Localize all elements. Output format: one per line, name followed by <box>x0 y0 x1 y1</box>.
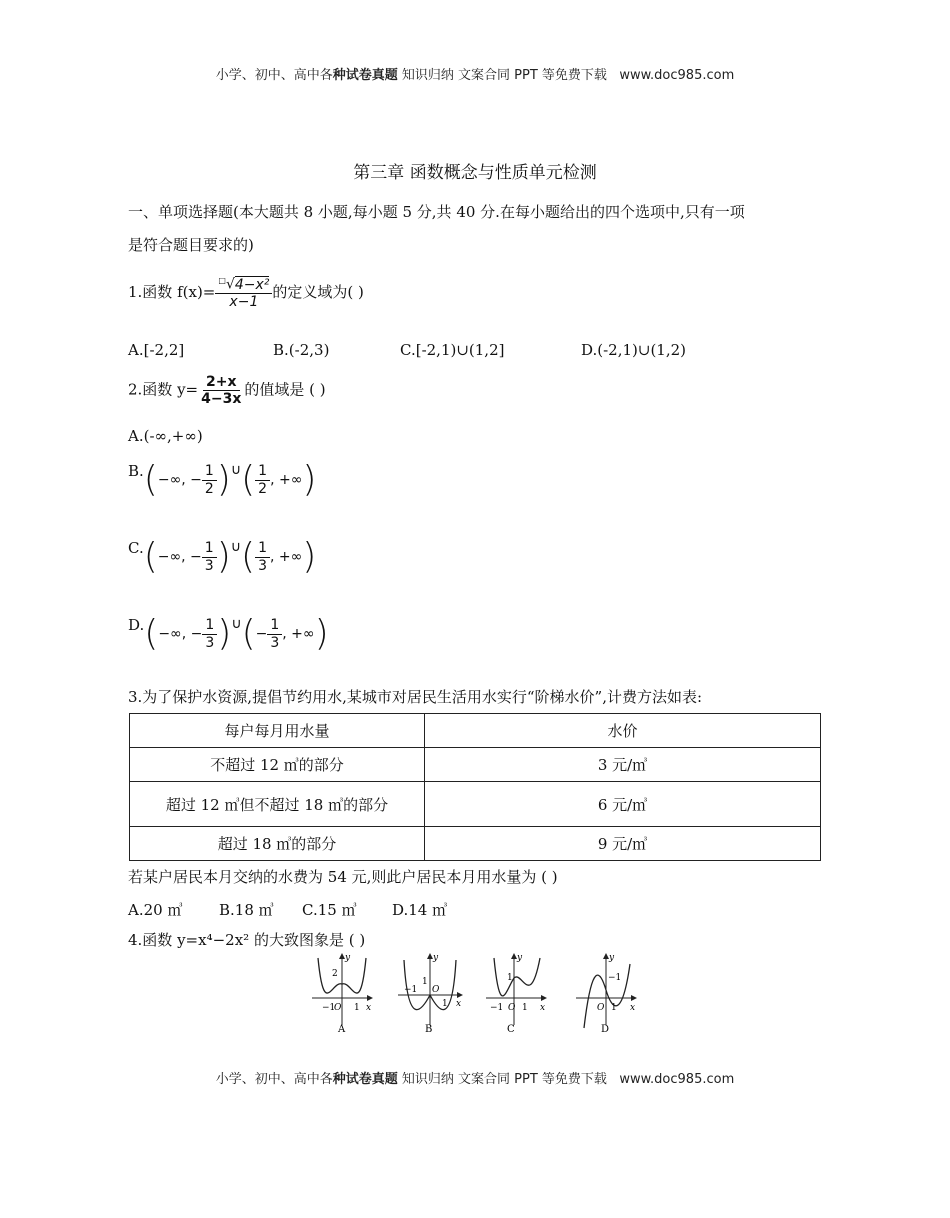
graph-b-x-label: x <box>456 999 462 1009</box>
graph-a-label: A <box>338 1024 346 1035</box>
table-cell: 超过 12 ㎥但不超过 18 ㎥的部分 <box>130 782 425 827</box>
section-instruction-line1: 一、单项选择题(本大题共 8 小题,每小题 5 分,共 40 分.在每小题给出的四个选项中,只有一项 <box>128 203 745 221</box>
question-2 <box>128 374 326 407</box>
graph-a-tick: 2 <box>332 969 338 979</box>
graph-d-origin: O <box>597 1003 605 1013</box>
question-1 <box>128 276 364 310</box>
table-row <box>130 782 821 827</box>
graph-c-tick: 1 <box>522 1003 528 1013</box>
table-cell: 3 元/㎥ <box>425 748 821 782</box>
q1-numerator: □√4−x² <box>215 276 272 294</box>
q3-option-a: A.20 ㎥ <box>128 901 183 919</box>
graph-c-label: C <box>507 1024 515 1035</box>
document-title: 第三章 函数概念与性质单元检测 <box>353 163 597 183</box>
q1-option-b: B.(-2,3) <box>273 341 330 359</box>
water-price-table <box>129 713 821 861</box>
graph-c-x-label: x <box>540 1003 546 1013</box>
graph-a <box>312 953 372 1035</box>
footer-prefix: 小学、初中、高中各 <box>215 1072 333 1087</box>
graph-b-tick: 1 <box>442 999 448 1009</box>
q1-denominator: x−1 <box>229 293 259 310</box>
graph-b-tick: −1 <box>404 985 418 995</box>
q2-option-c: C.(−∞, − $\frac{1}{3}$ )∪( $\frac{1}{3}$ , +∞) <box>128 536 317 577</box>
graph-d-y-label: y <box>609 953 615 963</box>
graph-c-tick: −1 <box>490 1003 504 1013</box>
table-cell: 9 元/㎥ <box>425 827 821 861</box>
q1-option-d: D.(-2,1)∪(1,2) <box>581 341 687 359</box>
header-url: www.doc985.com <box>619 68 735 83</box>
q2-fraction <box>198 374 244 407</box>
table-row <box>130 827 821 861</box>
page-footer <box>0 1068 950 1087</box>
graph-b <box>398 953 462 1035</box>
footer-suffix: 文案合同 PPT 等免费下载 <box>458 1072 607 1087</box>
graph-b-origin: O <box>432 985 440 995</box>
q1-prefix: 1.函数 f(x)= <box>128 282 216 301</box>
q3-option-c: C.15 ㎥ <box>302 901 357 919</box>
graph-c <box>486 953 546 1035</box>
q1-option-a: A.[-2,2] <box>128 341 185 359</box>
footer-bold: 种试卷真题 <box>332 1072 398 1087</box>
graph-a-tick: −1 <box>322 1003 336 1013</box>
q3-option-b: B.18 ㎥ <box>219 901 274 919</box>
graph-d-x-label: x <box>630 1003 636 1013</box>
table-cell: 超过 18 ㎥的部分 <box>130 827 425 861</box>
q2-numerator: 2+x <box>203 374 240 391</box>
curve-c <box>494 958 540 996</box>
graph-d-label: D <box>601 1024 610 1035</box>
graph-a-origin: O <box>334 1003 342 1013</box>
graph-b-label: B <box>425 1024 433 1035</box>
graph-b-y-label: y <box>433 953 439 963</box>
q2-option-a: A.(-∞,+∞) <box>128 427 203 445</box>
q1-fraction <box>215 276 272 310</box>
q3-option-d: D.14 ㎥ <box>392 901 448 919</box>
graph-b-tick: 1 <box>422 977 428 987</box>
graph-a-tick: 1 <box>354 1003 360 1013</box>
graph-a-y-label: y <box>345 953 351 963</box>
graph-c-tick: 1 <box>507 973 513 983</box>
q1-suffix: 的定义域为( ) <box>272 282 364 301</box>
q2-denominator: 4−3x <box>201 391 242 408</box>
graph-d <box>576 953 636 1035</box>
q2-prefix: 2.函数 y= <box>128 380 199 399</box>
q4-graphs <box>300 950 650 1040</box>
graph-d-tick: −1 <box>608 973 622 983</box>
graph-c-y-label: y <box>517 953 523 963</box>
header-mid: 知识归纳 <box>397 68 459 83</box>
header-bold: 种试卷真题 <box>332 68 398 83</box>
page-header <box>0 64 950 83</box>
table-header-cell: 水价 <box>425 714 821 748</box>
curve-d <box>584 964 630 1028</box>
table-cell: 6 元/㎥ <box>425 782 821 827</box>
graph-c-origin: O <box>508 1003 516 1013</box>
header-prefix: 小学、初中、高中各 <box>215 68 333 83</box>
question-4: 4.函数 y=x⁴−2x² 的大致图象是 ( ) <box>128 931 366 949</box>
section-instruction-line2: 是符合题目要求的) <box>128 236 254 254</box>
q2-suffix: 的值域是 ( ) <box>244 380 326 399</box>
table-header-cell: 每户每月用水量 <box>130 714 425 748</box>
q3-followup: 若某户居民本月交纳的水费为 54 元,则此户居民本月用水量为 ( ) <box>128 868 558 886</box>
q2-option-d: D.(−∞, − $\frac{1}{3}$ )∪(− $\frac{1}{3}$ , +∞) <box>128 613 329 654</box>
footer-url: www.doc985.com <box>619 1072 735 1087</box>
question-3: 3.为了保护水资源,提倡节约用水,某城市对居民生活用水实行“阶梯水价”,计费方法如表: <box>128 688 703 706</box>
graph-d-tick: 1 <box>611 1003 617 1013</box>
q2-option-b: B.(−∞, − $\frac{1}{2}$ )∪( $\frac{1}{2}$ , +∞) <box>128 459 317 500</box>
header-suffix: 文案合同 PPT 等免费下载 <box>458 68 607 83</box>
table-row <box>130 748 821 782</box>
table-header-row <box>130 714 821 748</box>
footer-mid: 知识归纳 <box>397 1072 459 1087</box>
graph-a-x-label: x <box>366 1003 372 1013</box>
q1-option-c: C.[-2,1)∪(1,2] <box>400 341 505 359</box>
table-cell: 不超过 12 ㎥的部分 <box>130 748 425 782</box>
